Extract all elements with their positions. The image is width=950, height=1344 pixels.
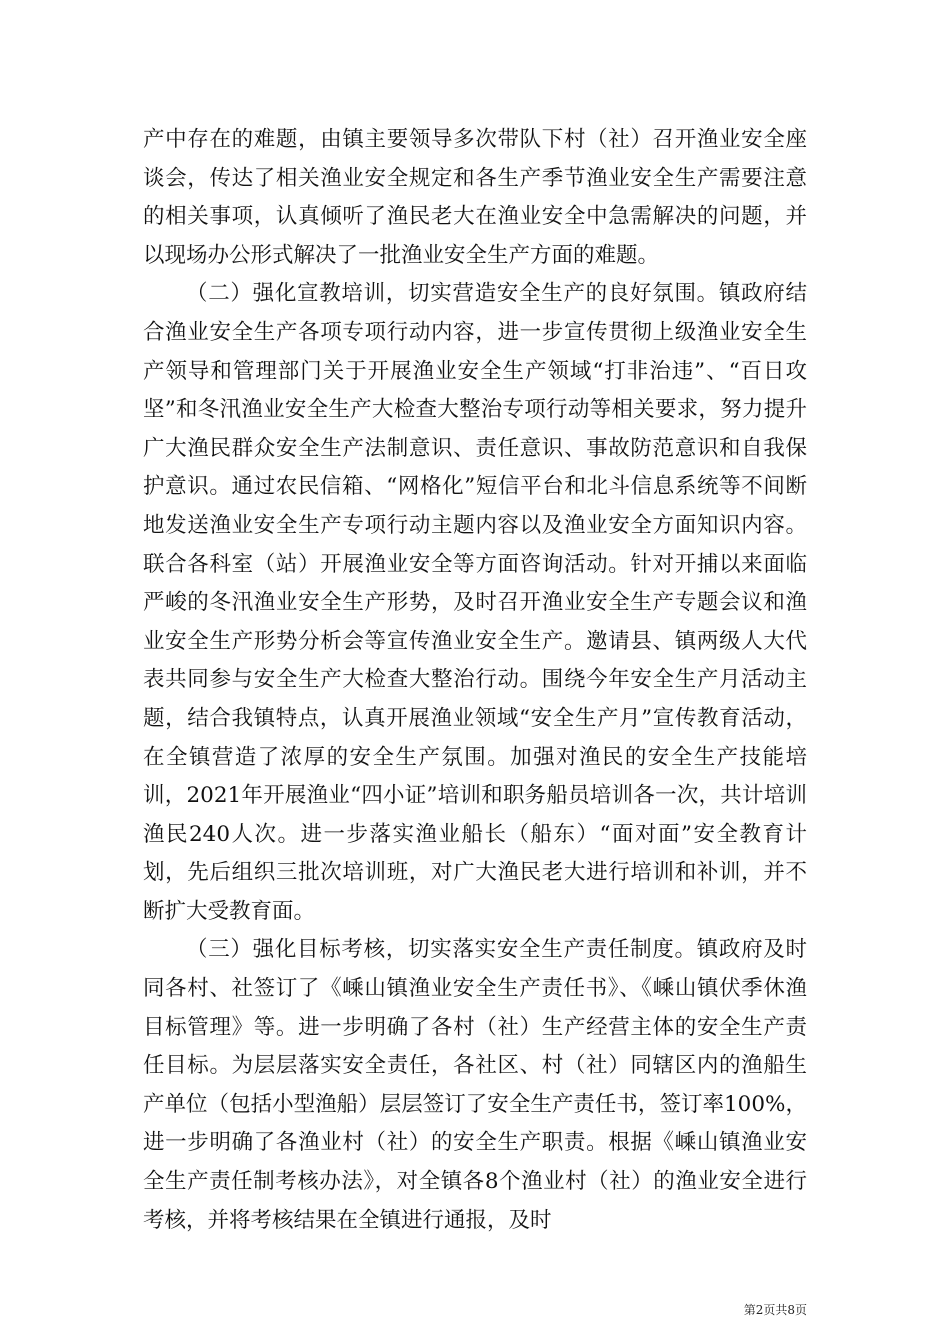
page-number-footer: 第2页共8页 [743,1303,807,1317]
paragraph-2: （二）强化宣教培训，切实营造安全生产的良好氛围。镇政府结合渔业安全生产各项专项行动内容，进一步宣传贯彻上级渔业安全生产领导和管理部门关于开展渔业安全生产领域“打非治违”、“百日攻坚”和冬汛渔业安全生产大检查大整治专项行动等相关要求，努力提升广大渔民群众安全生产法制意识、责任意识、事故防范意识和自我保护意识。通过农民信箱、“网格化”短信平台和北斗信息系统等不间断地发送渔业安全生产专项行动主题内容以及渔业安全方面知识内容。联合各科室（站）开展渔业安全等方面咨询活动。针对开捕以来面临严峻的冬汛渔业安全生产形势，及时召开渔业安全生产专题会议和渔业安全生产形势分析会等宣传渔业安全生产。邀请县、镇两级人大代表共同参与安全生产大检查大整治行动。围绕今年安全生产月活动主题，结合我镇特点，认真开展渔业领域“安全生产月”宣传教育活动，在全镇营造了浓厚的安全生产氛围。加强对渔民的安全生产技能培训，2021年开展渔业“四小证”培训和职务船员培训各一次，共计培训渔民240人次。进一步落实渔业船长（船东）“面对面”安全教育计划，先后组织三批次培训班，对广大渔民老大进行培训和补训，并不断扩大受教育面。 [143,281,807,924]
paragraph-3: （三）强化目标考核，切实落实安全生产责任制度。镇政府及时同各村、社签订了《嵊山镇渔业安全生产责任书》、《嵊山镇伏季休渔目标管理》等。进一步明确了各村（社）生产经营主体的安全生产责任目标。为层层落实安全责任，各社区、村（社）同辖区内的渔船生产单位（包括小型渔船）层层签订了安全生产责任书，签订率100%，进一步明确了各渔业村（社）的安全生产职责。根据《嵊山镇渔业安全生产责任制考核办法》，对全镇各8个渔业村（社）的渔业安全进行考核，并将考核结果在全镇进行通报，及时 [143,937,807,1233]
paragraph-1: 产中存在的难题，由镇主要领导多次带队下村（社）召开渔业安全座谈会，传达了相关渔业安全规定和各生产季节渔业安全生产需要注意的相关事项，认真倾听了渔民老大在渔业安全中急需解决的问题，并以现场办公形式解决了一批渔业安全生产方面的难题。 [143,127,807,268]
document-body [143,121,807,1240]
